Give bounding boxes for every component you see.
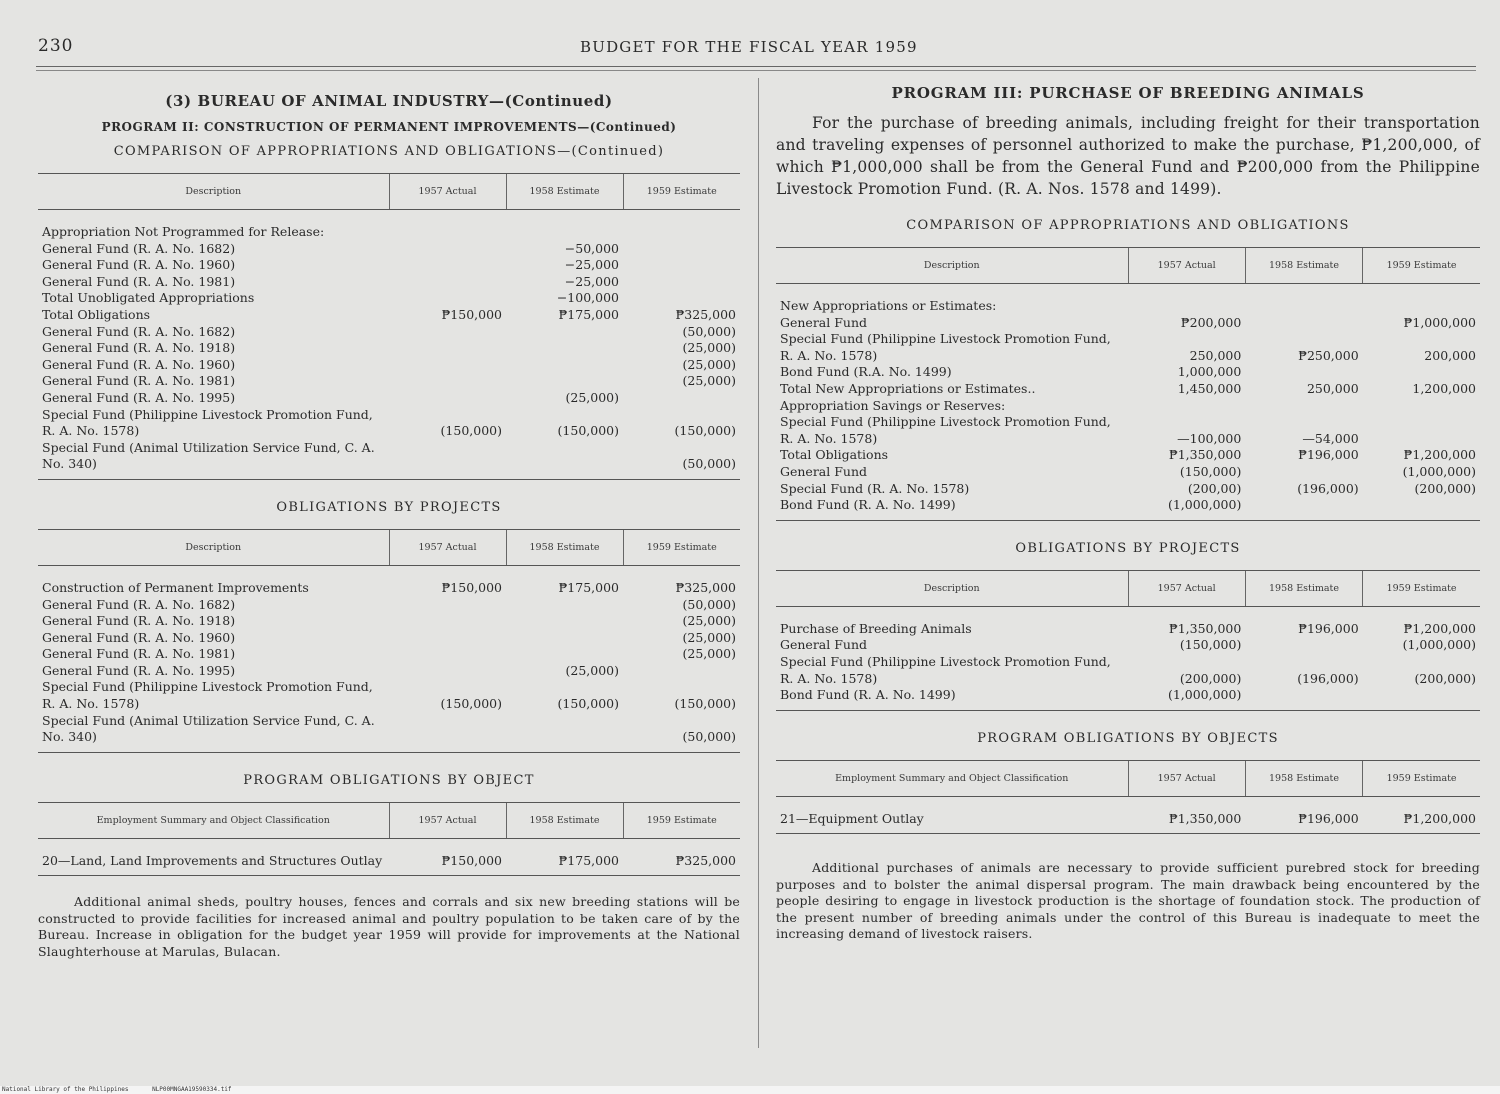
value-1957: (200,000) xyxy=(1179,670,1242,686)
row-description: General Fund xyxy=(780,463,868,479)
value-1957: ₱200,000 xyxy=(1180,314,1242,330)
value-1959: (25,000) xyxy=(682,373,736,389)
row-description: Total Unobligated Appropriations xyxy=(42,290,255,306)
table-row xyxy=(38,838,740,876)
table-row xyxy=(776,654,1480,687)
program-iii-note: Additional purchases of animals are necessary to provide sufficient purebred stock for breeding purposes and to bolster the animal dispersal program. The main drawback being encountered by the people desiring to engage in livestock production is the shortage of foundation stock. The production of the present number of breeding animals under the control of this Bureau is inadequate to meet the increasing demand of livestock raisers. xyxy=(776,860,1480,942)
table-row xyxy=(38,373,740,390)
object-title-right: PROGRAM OBLIGATIONS BY OBJECTS xyxy=(977,730,1279,746)
value-1957 xyxy=(389,713,506,753)
col-header-1958: 1958 Estimate xyxy=(1245,760,1362,796)
value-1958: ₱196,000 xyxy=(1298,447,1359,463)
value-1958 xyxy=(506,440,623,480)
table-row xyxy=(776,687,1480,710)
row-description: Construction of Permanent Improvements xyxy=(42,579,309,595)
value-1959: (50,000) xyxy=(623,440,740,480)
value-1957 xyxy=(389,290,506,307)
value-1957: (150,000) xyxy=(440,423,502,439)
value-1958: −25,000 xyxy=(564,257,619,273)
value-1959: (200,000) xyxy=(1414,480,1476,496)
table-row xyxy=(38,646,740,663)
projects-table-left xyxy=(38,529,740,753)
col-header-1959: 1959 Estimate xyxy=(1363,570,1480,606)
table-row xyxy=(776,447,1480,464)
row-description: General Fund (R. A. No. 1981) xyxy=(42,646,236,662)
col-header-1958: 1958 Estimate xyxy=(506,529,623,565)
col-header-description: Description xyxy=(776,248,1128,284)
value-1959: (50,000) xyxy=(623,713,740,753)
value-1958: ₱175,000 xyxy=(558,579,619,595)
value-1959: (1,000,000) xyxy=(1402,463,1476,479)
table-row xyxy=(776,497,1480,520)
row-description: Appropriation Savings or Reserves: xyxy=(780,397,1006,413)
value-1959: (25,000) xyxy=(682,629,736,645)
value-1958 xyxy=(1245,637,1362,654)
row-description: General Fund (R. A. No. 1682) xyxy=(42,323,236,339)
table-row xyxy=(776,331,1480,364)
value-1957: ₱1,350,000 xyxy=(1168,620,1242,636)
col-header-1957: 1957 Actual xyxy=(389,529,506,565)
value-1959: ₱325,000 xyxy=(675,579,736,595)
value-1958: ₱250,000 xyxy=(1298,347,1359,363)
row-description: Special Fund (Philippine Livestock Promotion Fund, R. A. No. 1578) xyxy=(780,653,1111,686)
scan-filename: NLP00MNGAA19590334.tif xyxy=(152,1086,232,1093)
value-1958: (150,000) xyxy=(557,696,619,712)
value-1959: (150,000) xyxy=(674,696,736,712)
row-description: General Fund xyxy=(780,637,868,653)
row-description: New Appropriations or Estimates: xyxy=(780,298,997,313)
table-row xyxy=(776,284,1480,315)
value-1957 xyxy=(389,663,506,680)
projects-title-right: OBLIGATIONS BY PROJECTS xyxy=(1015,540,1241,556)
value-1958: ₱175,000 xyxy=(506,838,623,876)
col-header-1959: 1959 Estimate xyxy=(623,529,740,565)
col-header-object: Employment Summary and Object Classification xyxy=(776,760,1128,796)
col-header-1957: 1957 Actual xyxy=(389,174,506,210)
value-1957 xyxy=(389,373,506,390)
table-row xyxy=(776,796,1480,834)
value-1957: (200,00) xyxy=(1187,480,1242,496)
value-1959 xyxy=(623,663,740,680)
row-description: General Fund (R. A. No. 1960) xyxy=(42,356,236,372)
library-credit: National Library of the Philippines xyxy=(2,1086,129,1093)
value-1957 xyxy=(1128,284,1245,315)
value-1957 xyxy=(389,241,506,258)
projects-table-right xyxy=(776,570,1480,711)
right-column xyxy=(776,78,1480,943)
value-1957: ₱150,000 xyxy=(441,579,502,595)
row-description: Special Fund (Philippine Livestock Promotion Fund, R. A. No. 1578) xyxy=(780,414,1111,446)
col-header-1957: 1957 Actual xyxy=(1128,248,1245,284)
col-header-1957: 1957 Actual xyxy=(389,802,506,838)
value-1957 xyxy=(389,597,506,614)
comparison-table-left xyxy=(38,173,740,480)
table-row xyxy=(38,274,740,291)
col-header-1959: 1959 Estimate xyxy=(623,174,740,210)
row-description: Bond Fund (R. A. No. 1499) xyxy=(776,497,1128,520)
bureau-title: (3) BUREAU OF ANIMAL INDUSTRY—(Continued) xyxy=(165,92,613,110)
value-1959: ₱1,200,000 xyxy=(1403,447,1476,463)
value-1958: ₱196,000 xyxy=(1298,620,1359,636)
row-description: General Fund (R. A. No. 1995) xyxy=(42,389,236,405)
table-row xyxy=(776,364,1480,381)
value-1959 xyxy=(623,241,740,258)
value-1957: (1,000,000) xyxy=(1128,687,1245,710)
value-1958: (25,000) xyxy=(565,389,619,405)
value-1958 xyxy=(506,357,623,374)
table-row xyxy=(38,340,740,357)
col-header-1957: 1957 Actual xyxy=(1128,760,1245,796)
column-divider xyxy=(758,78,759,1048)
value-1958 xyxy=(1245,497,1362,520)
value-1958 xyxy=(506,340,623,357)
value-1959: (50,000) xyxy=(682,596,736,612)
program-iii-title: PROGRAM III: PURCHASE OF BREEDING ANIMALS xyxy=(891,84,1365,102)
row-description: 21—Equipment Outlay xyxy=(776,796,1128,834)
value-1959: (25,000) xyxy=(682,356,736,372)
table-row xyxy=(776,464,1480,481)
value-1958: —54,000 xyxy=(1302,430,1359,446)
value-1958: (150,000) xyxy=(557,423,619,439)
table-row xyxy=(776,481,1480,498)
value-1958: −25,000 xyxy=(564,273,619,289)
value-1957: 1,450,000 xyxy=(1177,380,1242,396)
table-row xyxy=(776,606,1480,637)
value-1959: (150,000) xyxy=(674,423,736,439)
value-1959 xyxy=(1363,284,1480,315)
value-1957 xyxy=(389,630,506,647)
value-1957 xyxy=(389,357,506,374)
table-row xyxy=(38,630,740,647)
value-1959 xyxy=(1363,687,1480,710)
row-description: Purchase of Breeding Animals xyxy=(780,620,972,636)
value-1959 xyxy=(623,210,740,241)
table-row xyxy=(38,440,740,480)
col-header-1957: 1957 Actual xyxy=(1128,570,1245,606)
object-table-right xyxy=(776,760,1480,835)
table-row xyxy=(776,381,1480,398)
value-1959: (50,000) xyxy=(682,323,736,339)
value-1957 xyxy=(1128,398,1245,415)
value-1959: (25,000) xyxy=(682,613,736,629)
col-header-description: Description xyxy=(776,570,1128,606)
value-1959: (25,000) xyxy=(682,646,736,662)
row-description: Special Fund (Philippine Livestock Promotion Fund, R. A. No. 1578) xyxy=(42,679,373,712)
program-iii-intro: For the purchase of breeding animals, including freight for their transportation and traveling expenses of personnel authorized to make the purchase, ₱1,200,000, of which ₱1,000,000 shall be from the General Fund and ₱200,000 from the Philippine Livestock Promotion Fund. (R. A. Nos. 1578 and 1499). xyxy=(776,114,1480,198)
value-1958 xyxy=(1245,398,1362,415)
value-1957 xyxy=(389,340,506,357)
row-description: 20—Land, Land Improvements and Structures Outlay xyxy=(38,838,389,876)
value-1958 xyxy=(1245,364,1362,381)
page-number: 230 xyxy=(38,36,74,56)
table-row xyxy=(38,357,740,374)
value-1959: 200,000 xyxy=(1424,347,1476,363)
value-1957 xyxy=(389,324,506,341)
table-row xyxy=(776,414,1480,447)
object-table-left xyxy=(38,802,740,877)
value-1957 xyxy=(389,613,506,630)
value-1958: (196,000) xyxy=(1297,670,1359,686)
value-1959 xyxy=(1363,364,1480,381)
table-row xyxy=(38,713,740,753)
value-1957: ₱1,350,000 xyxy=(1168,447,1242,463)
value-1957: (150,000) xyxy=(440,696,502,712)
value-1958: 250,000 xyxy=(1306,380,1359,396)
table-row xyxy=(38,210,740,241)
table-row xyxy=(38,290,740,307)
value-1958 xyxy=(506,324,623,341)
value-1958 xyxy=(1245,315,1362,332)
row-description: Appropriation Not Programmed for Release: xyxy=(42,224,325,239)
value-1957 xyxy=(389,274,506,291)
value-1959: (1,000,000) xyxy=(1402,637,1476,653)
value-1959 xyxy=(623,257,740,274)
value-1958 xyxy=(506,646,623,663)
row-description: Special Fund (R. A. No. 1578) xyxy=(780,480,970,496)
table-row xyxy=(38,390,740,407)
value-1957 xyxy=(389,440,506,480)
row-description: General Fund xyxy=(780,314,868,330)
table-row xyxy=(776,398,1480,415)
value-1958 xyxy=(1245,464,1362,481)
value-1958: (25,000) xyxy=(565,662,619,678)
header-rule xyxy=(36,66,1476,71)
value-1958 xyxy=(506,210,623,241)
value-1959 xyxy=(1363,414,1480,447)
row-description: Bond Fund (R. A. No. 1499) xyxy=(776,687,1128,710)
row-description: General Fund (R. A. No. 1981) xyxy=(42,273,236,289)
comparison-table-right xyxy=(776,247,1480,521)
table-row xyxy=(776,315,1480,332)
value-1958 xyxy=(506,713,623,753)
row-description: General Fund (R. A. No. 1918) xyxy=(42,613,236,629)
value-1957: (150,000) xyxy=(1179,637,1242,653)
value-1957: ₱150,000 xyxy=(389,838,506,876)
row-description: Special Fund (Animal Utilization Service Fund, C. A. No. 340) xyxy=(38,713,389,753)
table-row xyxy=(38,565,740,596)
value-1957: 250,000 xyxy=(1189,347,1242,363)
col-header-1959: 1959 Estimate xyxy=(1363,248,1480,284)
value-1957: (150,000) xyxy=(1179,463,1242,479)
col-header-1958: 1958 Estimate xyxy=(1245,570,1362,606)
value-1959 xyxy=(623,390,740,407)
row-description: Total New Appropriations or Estimates.. xyxy=(780,380,1036,396)
value-1958: −100,000 xyxy=(556,290,619,306)
row-description: General Fund (R. A. No. 1682) xyxy=(42,596,236,612)
table-row xyxy=(38,307,740,324)
value-1959 xyxy=(1363,497,1480,520)
value-1958 xyxy=(1245,687,1362,710)
value-1957: —100,000 xyxy=(1177,430,1242,446)
table-row xyxy=(38,257,740,274)
row-description: General Fund (R. A. No. 1981) xyxy=(42,373,236,389)
value-1957: 1,000,000 xyxy=(1177,364,1242,380)
value-1957 xyxy=(389,210,506,241)
row-description: Special Fund (Philippine Livestock Promotion Fund, R. A. No. 1578) xyxy=(42,406,373,439)
row-description: Bond Fund (R.A. No. 1499) xyxy=(780,364,952,380)
value-1959 xyxy=(1363,398,1480,415)
row-description: Special Fund (Philippine Livestock Promotion Fund, R. A. No. 1578) xyxy=(780,331,1111,363)
col-header-object: Employment Summary and Object Classification xyxy=(38,802,389,838)
value-1957 xyxy=(389,257,506,274)
value-1957 xyxy=(389,390,506,407)
value-1959: (200,000) xyxy=(1414,670,1476,686)
table-row xyxy=(38,663,740,680)
value-1958 xyxy=(506,373,623,390)
row-description: Total Obligations xyxy=(780,447,889,463)
value-1957: (1,000,000) xyxy=(1128,497,1245,520)
value-1958 xyxy=(506,630,623,647)
value-1957 xyxy=(389,646,506,663)
value-1959: ₱1,200,000 xyxy=(1363,796,1480,834)
value-1958: −50,000 xyxy=(564,240,619,256)
value-1959 xyxy=(623,290,740,307)
row-description: Total Obligations xyxy=(42,306,151,322)
value-1959: ₱1,200,000 xyxy=(1403,620,1476,636)
row-description: Special Fund (Animal Utilization Service Fund, C. A. No. 340) xyxy=(38,440,389,480)
col-header-1959: 1959 Estimate xyxy=(623,802,740,838)
value-1959: ₱1,000,000 xyxy=(1403,314,1476,330)
row-description: General Fund (R. A. No. 1918) xyxy=(42,340,236,356)
projects-title-left: OBLIGATIONS BY PROJECTS xyxy=(276,499,502,515)
value-1958: (196,000) xyxy=(1297,480,1359,496)
row-description: General Fund (R. A. No. 1960) xyxy=(42,257,236,273)
value-1958 xyxy=(1245,284,1362,315)
object-title-left: PROGRAM OBLIGATIONS BY OBJECT xyxy=(243,772,535,788)
table-row xyxy=(38,407,740,440)
value-1957: ₱150,000 xyxy=(441,306,502,322)
col-header-1958: 1958 Estimate xyxy=(506,802,623,838)
col-header-1959: 1959 Estimate xyxy=(1363,760,1480,796)
col-header-1958: 1958 Estimate xyxy=(506,174,623,210)
col-header-description: Description xyxy=(38,529,389,565)
table-row xyxy=(38,241,740,258)
value-1959: 1,200,000 xyxy=(1412,380,1476,396)
table-row xyxy=(38,679,740,712)
scan-footer xyxy=(0,1086,1500,1094)
value-1958 xyxy=(506,613,623,630)
value-1959: ₱325,000 xyxy=(675,306,736,322)
col-header-description: Description xyxy=(38,174,389,210)
row-description: General Fund (R. A. No. 1995) xyxy=(42,662,236,678)
row-description: General Fund (R. A. No. 1960) xyxy=(42,629,236,645)
value-1958 xyxy=(506,597,623,614)
table-row xyxy=(38,324,740,341)
comparison-title-left: COMPARISON OF APPROPRIATIONS AND OBLIGATIONS—(Continued) xyxy=(113,144,665,159)
comparison-title-right: COMPARISON OF APPROPRIATIONS AND OBLIGATIONS xyxy=(906,218,1350,233)
left-column xyxy=(38,88,740,960)
table-row xyxy=(38,613,740,630)
value-1957: ₱1,350,000 xyxy=(1128,796,1245,834)
value-1958: ₱175,000 xyxy=(558,306,619,322)
value-1958: ₱196,000 xyxy=(1245,796,1362,834)
table-row xyxy=(38,597,740,614)
running-title: BUDGET FOR THE FISCAL YEAR 1959 xyxy=(580,38,918,56)
row-description: General Fund (R. A. No. 1682) xyxy=(42,240,236,256)
program-ii-note: Additional animal sheds, poultry houses, fences and corrals and six new breeding stations will be constructed to provide facilities for increased animal and poultry population to be taken care of by the Bureau. Increase in obligation for the budget year 1959 will provide for improvements at the National Slaughterhouse at Marulas, Bulacan. xyxy=(38,894,740,959)
table-row xyxy=(776,637,1480,654)
value-1959 xyxy=(623,274,740,291)
col-header-1958: 1958 Estimate xyxy=(1245,248,1362,284)
program-ii-title: PROGRAM II: CONSTRUCTION OF PERMANENT IMPROVEMENTS—(Continued) xyxy=(101,120,677,134)
value-1959: (25,000) xyxy=(682,340,736,356)
value-1959: ₱325,000 xyxy=(623,838,740,876)
